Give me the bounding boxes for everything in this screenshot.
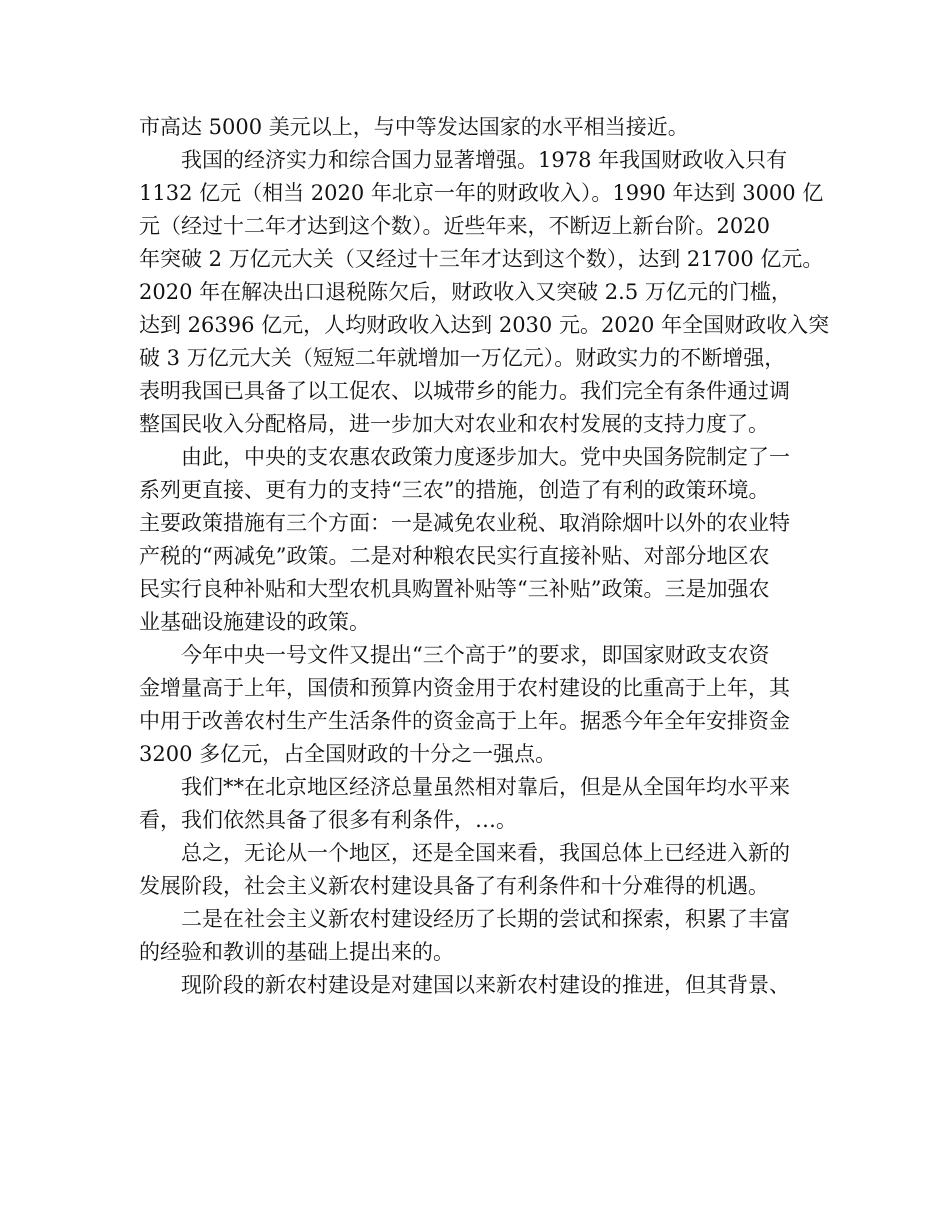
text-line-16: 业基础设施建设的政策。 (139, 610, 370, 634)
text-line-7: 达到 26396 亿元，人均财政收入达到 2030 元。2020 年全国财政收入突 (139, 313, 830, 337)
text-line-2: 我国的经济实力和综合国力显著增强。1978 年我国财政收入只有 (181, 148, 788, 172)
text-line-27: 现阶段的新农村建设是对建国以来新农村建设的推进，但其背景、 (181, 973, 790, 997)
text-line-25: 二是在社会主义新农村建设经历了长期的尝试和探索，积累了丰富 (181, 907, 790, 931)
text-line-14: 产税的“两减免”政策。二是对种粮农民实行直接补贴、对部分地区农 (139, 544, 770, 568)
text-line-6: 2020 年在解决出口退税陈欠后，财政收入又突破 2.5 万亿元的门槛， (139, 280, 792, 304)
text-line-17: 今年中央一号文件又提出“三个高于”的要求，即国家财政支农资 (181, 643, 770, 667)
text-line-10: 整国民收入分配格局，进一步加大对农业和农村发展的支持力度了。 (139, 412, 769, 436)
text-line-23: 总之，无论从一个地区，还是全国来看，我国总体上已经进入新的 (181, 841, 790, 865)
text-line-13: 主要政策措施有三个方面：一是减免农业税、取消除烟叶以外的农业特 (139, 511, 790, 535)
text-line-5: 年突破 2 万亿元大关（又经过十三年才达到这个数），达到 21700 亿元。 (139, 247, 824, 271)
text-line-24: 发展阶段，社会主义新农村建设具备了有利条件和十分难得的机遇。 (139, 874, 769, 898)
text-line-22: 看，我们依然具备了很多有利条件，…。 (139, 808, 517, 832)
text-line-1: 市高达 5000 美元以上，与中等发达国家的水平相当接近。 (139, 115, 689, 139)
text-line-4: 元（经过十二年才达到这个数）。近些年来，不断迈上新台阶。2020 (139, 214, 770, 238)
text-line-8: 破 3 万亿元大关（短短二年就增加一万亿元）。财政实力的不断增强， (139, 346, 786, 370)
text-line-20: 3200 多亿元，占全国财政的十分之一强点。 (139, 742, 557, 766)
text-line-21: 我们**在北京地区经济总量虽然相对靠后，但是从全国年均水平来 (181, 775, 790, 799)
text-line-15: 民实行良种补贴和大型农机具购置补贴等“三补贴”政策。三是加强农 (139, 577, 770, 601)
text-line-19: 中用于改善农村生产生活条件的资金高于上年。据悉今年全年安排资金 (139, 709, 790, 733)
body-text (139, 111, 830, 1002)
text-line-26: 的经验和教训的基础上提出来的。 (139, 940, 454, 964)
text-line-3: 1132 亿元（相当 2020 年北京一年的财政收入）。1990 年达到 3000 亿 (139, 181, 824, 205)
text-line-18: 金增量高于上年，国债和预算内资金用于农村建设的比重高于上年，其 (139, 676, 790, 700)
text-line-11: 由此，中央的支农惠农政策力度逐步加大。党中央国务院制定了一 (181, 445, 790, 469)
text-line-9: 表明我国已具备了以工促农、以城带乡的能力。我们完全有条件通过调 (139, 379, 790, 403)
text-line-12: 系列更直接、更有力的支持“三农”的措施，创造了有利的政策环境。 (139, 478, 770, 502)
